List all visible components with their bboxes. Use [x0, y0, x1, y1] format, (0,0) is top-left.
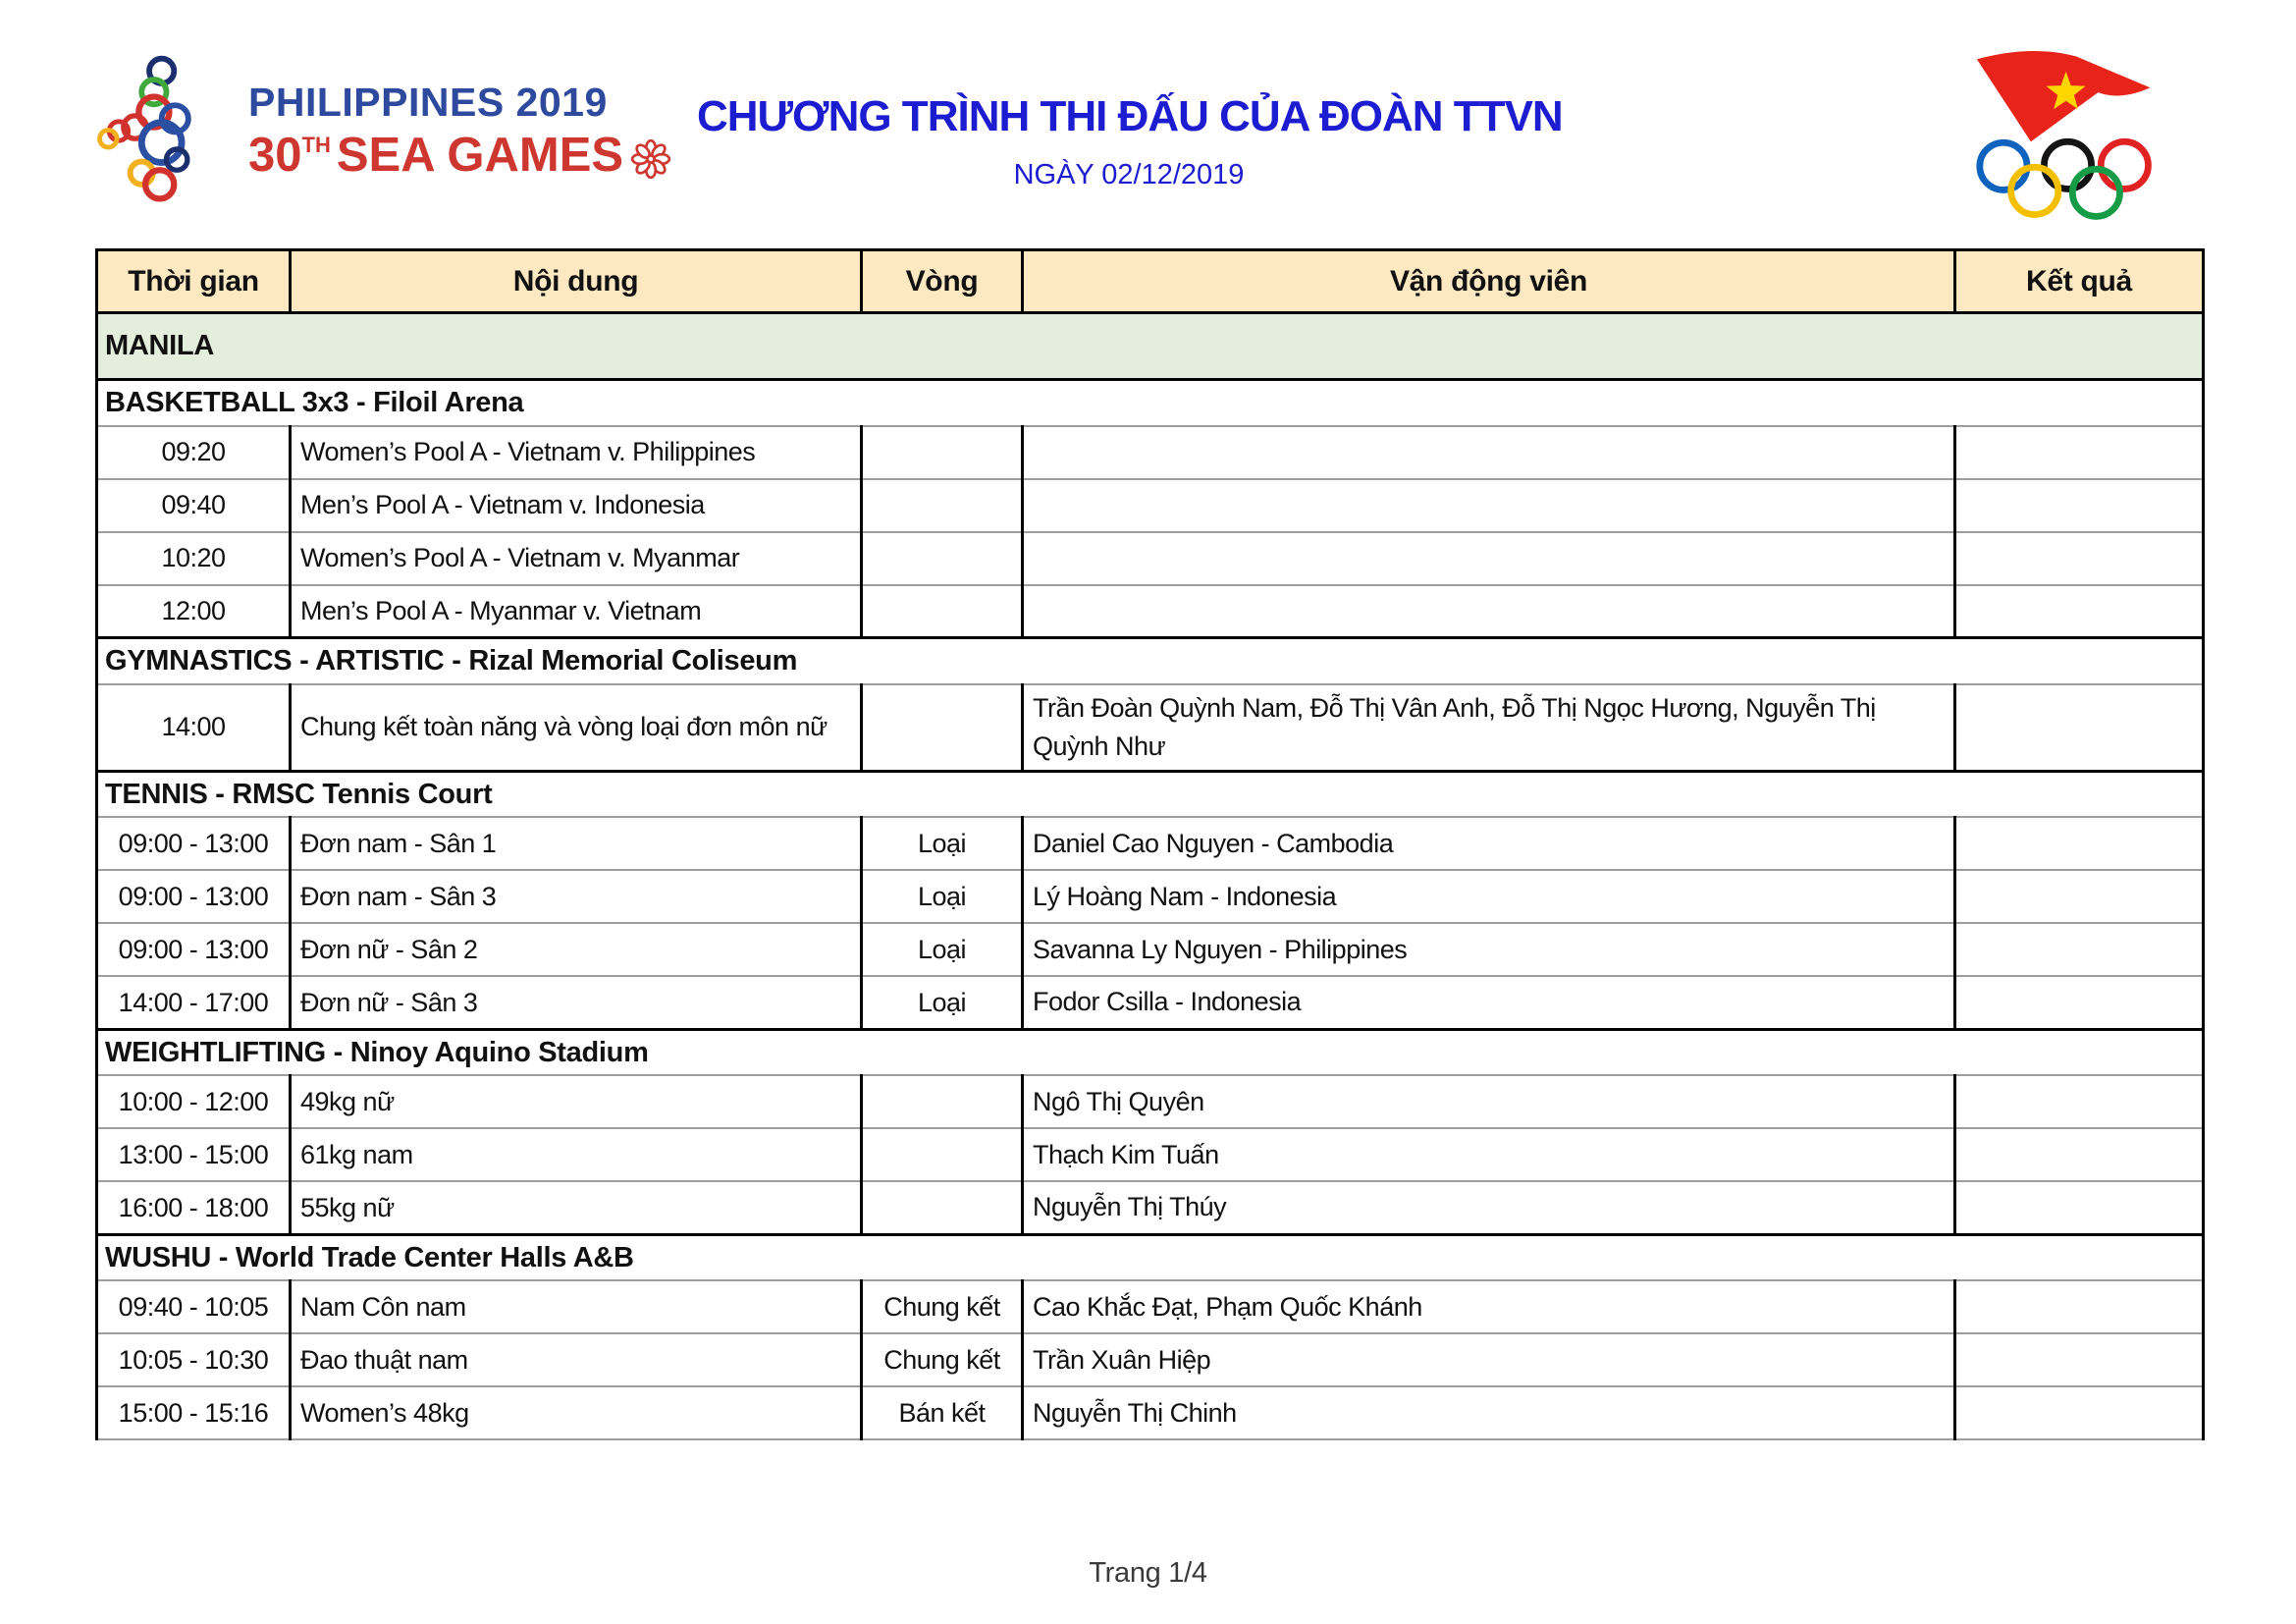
result-cell [1955, 532, 2204, 585]
logo-th: TH [301, 133, 331, 157]
result-cell [1955, 1386, 2204, 1439]
event-row [97, 479, 2204, 532]
sport-section-row [97, 771, 2204, 817]
olympic-rings-icon [1980, 141, 2149, 216]
schedule-table [95, 248, 2205, 1440]
event-row [97, 1280, 2204, 1333]
round-cell [862, 532, 1023, 585]
event-row [97, 1333, 2204, 1386]
athletes-cell: Savanna Ly Nguyen - Philippines [1023, 923, 1955, 976]
event-cell: Men’s Pool A - Myanmar v. Vietnam [291, 585, 862, 638]
page-title: CHƯƠNG TRÌNH THI ĐẤU CỦA ĐOÀN TTVN [697, 92, 1563, 140]
round-cell [862, 1128, 1023, 1181]
sport-section-title: TENNIS - RMSC Tennis Court [97, 771, 2204, 817]
city-row [97, 313, 2204, 380]
event-cell: Đao thuật nam [291, 1333, 862, 1386]
event-cell: Men’s Pool A - Vietnam v. Indonesia [291, 479, 862, 532]
round-cell [862, 426, 1023, 479]
result-cell [1955, 1075, 2204, 1128]
sampaguita-flower-icon [631, 139, 670, 179]
sport-section-row [97, 380, 2204, 426]
time-cell: 09:00 - 13:00 [97, 923, 291, 976]
sport-section-row [97, 1029, 2204, 1075]
logo-line2 [248, 129, 670, 182]
col-header-athletes: Vận động viên [1023, 250, 1955, 313]
athletes-cell: Fodor Csilla - Indonesia [1023, 976, 1955, 1029]
time-cell: 16:00 - 18:00 [97, 1181, 291, 1234]
round-cell [862, 479, 1023, 532]
date-label: NGÀY 02/12/2019 [1013, 159, 1245, 190]
time-cell: 09:00 - 13:00 [97, 817, 291, 870]
sport-section-row [97, 638, 2204, 684]
result-cell [1955, 479, 2204, 532]
result-cell [1955, 1280, 2204, 1333]
athletes-cell [1023, 585, 1955, 638]
event-cell: Chung kết toàn năng và vòng loại đơn môn nữ [291, 684, 862, 772]
sport-section-title: WUSHU - World Trade Center Halls A&B [97, 1234, 2204, 1280]
result-cell [1955, 870, 2204, 923]
event-cell: Women’s Pool A - Vietnam v. Philippines [291, 426, 862, 479]
col-header-result: Kết quả [1955, 250, 2204, 313]
athletes-cell: Daniel Cao Nguyen - Cambodia [1023, 817, 1955, 870]
event-cell: Nam Côn nam [291, 1280, 862, 1333]
time-cell: 14:00 - 17:00 [97, 976, 291, 1029]
time-cell: 10:20 [97, 532, 291, 585]
result-cell [1955, 817, 2204, 870]
result-cell [1955, 923, 2204, 976]
event-row [97, 870, 2204, 923]
time-cell: 14:00 [97, 684, 291, 772]
athletes-cell [1023, 532, 1955, 585]
event-cell: Women’s Pool A - Vietnam v. Myanmar [291, 532, 862, 585]
logo-sea-games: SEA GAMES [336, 129, 624, 182]
athletes-cell: Lý Hoàng Nam - Indonesia [1023, 870, 1955, 923]
sea-games-logo [90, 49, 670, 211]
event-cell: Đơn nữ - Sân 3 [291, 976, 862, 1029]
event-row [97, 684, 2204, 772]
result-cell [1955, 684, 2204, 772]
sport-section-title: WEIGHTLIFTING - Ninoy Aquino Stadium [97, 1029, 2204, 1075]
sea-games-logo-text [248, 82, 670, 180]
time-cell: 15:00 - 15:16 [97, 1386, 291, 1439]
event-cell: Đơn nam - Sân 1 [291, 817, 862, 870]
time-cell: 09:40 [97, 479, 291, 532]
sport-section-row [97, 1234, 2204, 1280]
event-cell: 49kg nữ [291, 1075, 862, 1128]
result-cell [1955, 1181, 2204, 1234]
event-row [97, 532, 2204, 585]
city-label: MANILA [97, 313, 2204, 380]
athletes-cell [1023, 479, 1955, 532]
athletes-cell: Nguyễn Thị Thúy [1023, 1181, 1955, 1234]
round-cell: Chung kết [862, 1280, 1023, 1333]
event-row [97, 1128, 2204, 1181]
event-cell: 61kg nam [291, 1128, 862, 1181]
result-cell [1955, 426, 2204, 479]
logo-line1: PHILIPPINES 2019 [248, 80, 608, 125]
event-row [97, 585, 2204, 638]
round-cell: Loại [862, 923, 1023, 976]
result-cell [1955, 1333, 2204, 1386]
round-cell [862, 1181, 1023, 1234]
document-header [697, 92, 1561, 191]
round-cell: Bán kết [862, 1386, 1023, 1439]
time-cell: 09:20 [97, 426, 291, 479]
round-cell [862, 1075, 1023, 1128]
event-row [97, 976, 2204, 1029]
event-row [97, 1386, 2204, 1439]
schedule-table-header [97, 250, 2204, 313]
time-cell: 09:40 - 10:05 [97, 1280, 291, 1333]
event-cell: Đơn nữ - Sân 2 [291, 923, 862, 976]
result-cell [1955, 585, 2204, 638]
sport-section-title: BASKETBALL 3x3 - Filoil Arena [97, 380, 2204, 426]
header-row [97, 250, 2204, 313]
page-number: Trang 1/4 [1089, 1557, 1207, 1589]
round-cell: Loại [862, 976, 1023, 1029]
sport-section-title: GYMNASTICS - ARTISTIC - Rizal Memorial Coliseum [97, 638, 2204, 684]
time-cell: 10:05 - 10:30 [97, 1333, 291, 1386]
time-cell: 13:00 - 15:00 [97, 1128, 291, 1181]
event-row [97, 817, 2204, 870]
athletes-cell: Thạch Kim Tuấn [1023, 1128, 1955, 1181]
round-cell: Chung kết [862, 1333, 1023, 1386]
round-cell: Loại [862, 870, 1023, 923]
round-cell [862, 684, 1023, 772]
col-header-event: Nội dung [291, 250, 862, 313]
col-header-time: Thời gian [97, 250, 291, 313]
sea-games-rings-icon [90, 49, 242, 211]
time-cell: 09:00 - 13:00 [97, 870, 291, 923]
event-row [97, 426, 2204, 479]
vietnam-olympic-flag-icon [1949, 37, 2214, 234]
athletes-cell [1023, 426, 1955, 479]
time-cell: 12:00 [97, 585, 291, 638]
athletes-cell: Ngô Thị Quyên [1023, 1075, 1955, 1128]
athletes-cell: Trần Đoàn Quỳnh Nam, Đỗ Thị Vân Anh, Đỗ Thị Ngọc Hương, Nguyễn Thị Quỳnh Như [1023, 684, 1955, 772]
schedule-table-body [97, 313, 2204, 1440]
round-cell [862, 585, 1023, 638]
event-cell: Đơn nam - Sân 3 [291, 870, 862, 923]
event-row [97, 1075, 2204, 1128]
col-header-round: Vòng [862, 250, 1023, 313]
event-row [97, 923, 2204, 976]
result-cell [1955, 976, 2204, 1029]
time-cell: 10:00 - 12:00 [97, 1075, 291, 1128]
result-cell [1955, 1128, 2204, 1181]
round-cell: Loại [862, 817, 1023, 870]
athletes-cell: Nguyễn Thị Chinh [1023, 1386, 1955, 1439]
event-row [97, 1181, 2204, 1234]
vietnam-olympic-logo [1949, 37, 2214, 239]
athletes-cell: Trần Xuân Hiệp [1023, 1333, 1955, 1386]
athletes-cell: Cao Khắc Đạt, Phạm Quốc Khánh [1023, 1280, 1955, 1333]
event-cell: Women’s 48kg [291, 1386, 862, 1439]
logo-30: 30 [248, 129, 302, 182]
event-cell: 55kg nữ [291, 1181, 862, 1234]
